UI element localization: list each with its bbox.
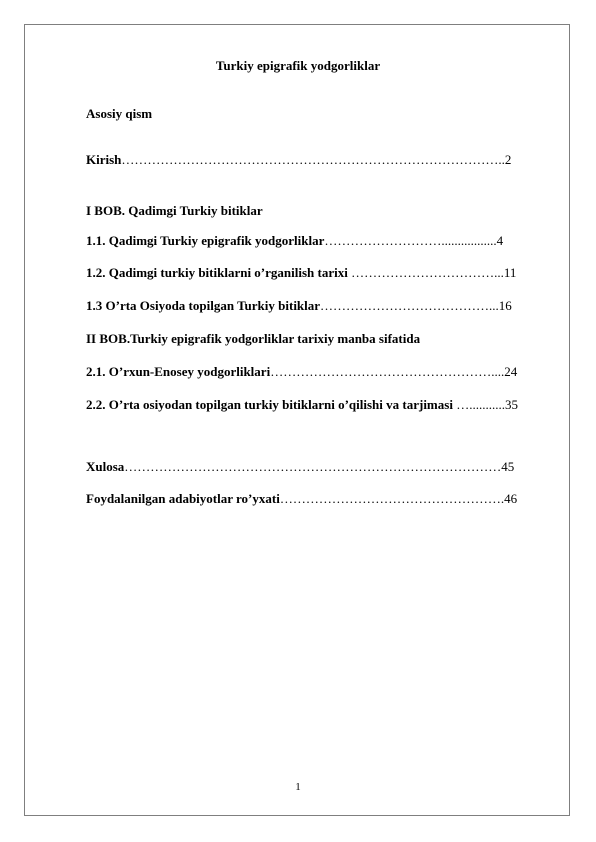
toc-entry-page: 35 [504,397,518,412]
toc-entry-1-3 [86,298,512,314]
chapter-heading-2: II BOB.Turkiy epigrafik yodgorliklar tarixiy manba sifatida [86,331,421,346]
toc-entry-page: 4 [496,233,504,248]
document-title: Turkiy epigrafik yodgorliklar [215,58,381,73]
toc-entry-1-2 [86,265,516,281]
toc-entry-leader: ………………………................. [324,233,497,248]
toc-entry-title: Kirish [86,152,122,167]
toc-entry-title: 1.2. Qadimgi turkiy bitiklarni o’rganilish tarixi [86,265,348,280]
toc-entry-title: Xulosa [86,459,125,474]
toc-entry-leader: …………………………………………….... [270,364,505,379]
toc-entry-title: Foydalanilgan adabiyotlar ro’yxati [86,491,280,506]
chapter-heading-1: I BOB. Qadimgi Turkiy bitiklar [86,203,263,218]
section-heading: Asosiy qism [86,106,153,121]
toc-entry-xulosa [86,459,514,475]
toc-entry-page: 24 [504,364,518,379]
toc-entry-leader: ……………………………... [347,265,504,280]
toc-entry-title: 2.1. O’rxun-Enosey yodgorliklari [86,364,271,379]
toc-entry-leader: …........... [452,397,505,412]
toc-entry-page: 2 [504,152,512,167]
toc-entry-page: 45 [501,459,515,474]
toc-entry-leader: …………………………………………………………………………….. [121,152,505,167]
toc-entry-leader: ……………………………………………. [279,491,505,506]
toc-entry-2-2 [86,397,518,413]
toc-entry-leader: …………………………………... [320,298,499,313]
toc-entry-page: 16 [498,298,512,313]
toc-entry-kirish [86,152,511,168]
toc-entry-page: 46 [504,491,518,506]
toc-entry-1-1 [86,233,503,249]
toc-entry-title: 1.1. Qadimgi Turkiy epigrafik yodgorliklar [86,233,325,248]
toc-entry-page: 11 [503,265,517,280]
toc-entry-adabiyotlar [86,491,517,507]
toc-entry-2-1 [86,364,517,380]
toc-entry-title: 2.2. O’rta osiyodan topilgan turkiy bitiklarni o’qilishi va tarjimasi [86,397,453,412]
page-number: 1 [295,781,301,793]
toc-entry-leader: …………………………………………………………………………… [124,459,502,474]
toc-entry-title: 1.3 O’rta Osiyoda topilgan Turkiy bitiklar [86,298,321,313]
page-frame [24,24,570,816]
